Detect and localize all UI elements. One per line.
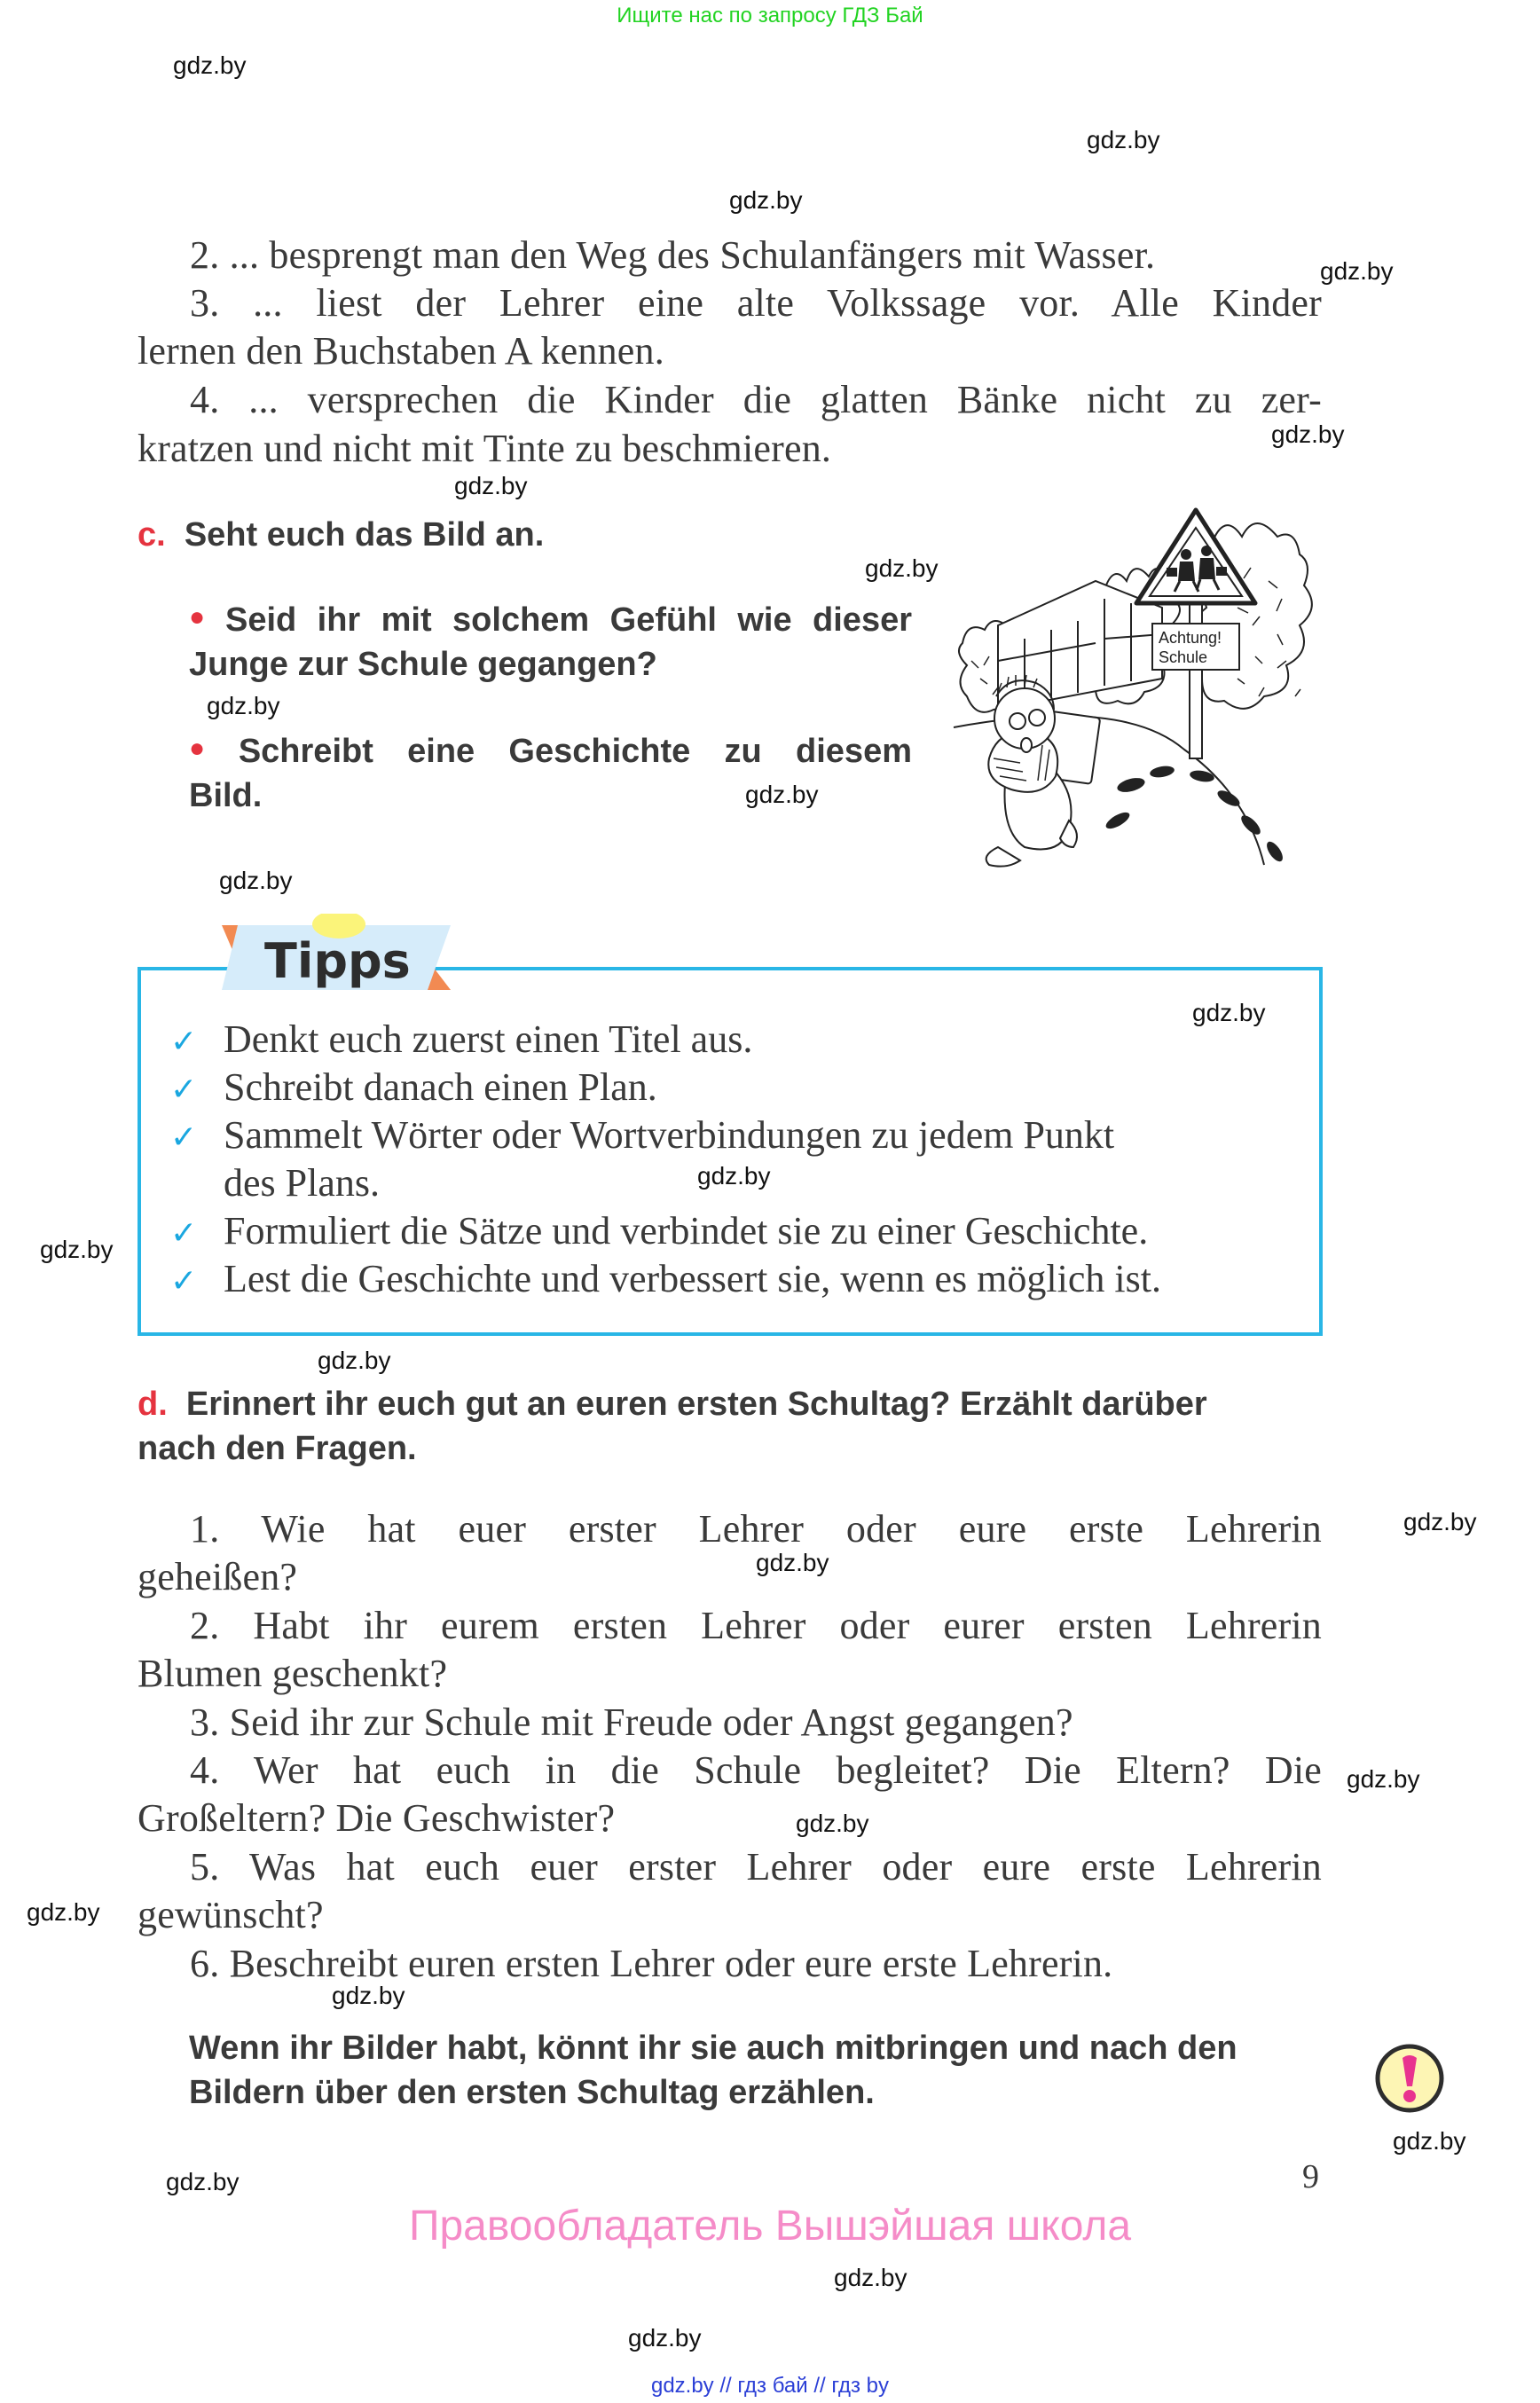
bullet-dot-icon: ● [189,602,216,632]
watermark: gdz.by [1320,257,1394,285]
bullet-item: ● Seid ihr mit solchem Gefühl wie dieser [189,601,912,639]
tipp-item: ✓ Lest die Geschichte und verbessert sie, wenn es möglich ist. [170,1257,1161,1300]
tipp-item: ✓ Sammelt Wörter oder Wortverbindungen zu jedem Punkt [170,1113,1115,1157]
question-line: Großeltern? Die Geschwister? [138,1796,616,1840]
page-number: 9 [1302,2158,1319,2195]
tipp-item-line2: des Plans. [224,1161,380,1205]
watermark: gdz.by [318,1347,391,1374]
exclamation-icon [1373,2042,1446,2115]
tipp-item: ✓ Formuliert die Sätze und verbindet sie zu einer Geschichte. [170,1209,1149,1253]
checkmark-icon: ✓ [170,1119,198,1156]
section-title: Seht euch das Bild an. [184,516,545,554]
question-line: Blumen geschenkt? [138,1652,448,1695]
list-item-line: 3. ... liest der Lehrer eine alte Volkssage vor. Alle Kinder [190,281,1322,325]
list-item-line: 2. ... besprengt man den Weg des Schulanfängers mit Wasser. [190,233,1156,277]
question-line: 6. Beschreibt euren ersten Lehrer oder eure erste Lehrerin. [190,1942,1113,1985]
bullet-item-line2: Bild. [189,777,263,814]
checkmark-icon: ✓ [170,1072,198,1108]
top-banner: Ищите нас по запросу ГДЗ Бай [617,4,923,27]
watermark: gdz.by [865,554,939,582]
tipp-item: ✓ Schreibt danach einen Plan. [170,1065,657,1109]
school-illustration [945,492,1335,891]
section-title: Erinnert ihr euch gut an euren ersten Schultag? Erzählt darüber [185,1386,1207,1423]
question-line: 1. Wie hat euer erster Lehrer oder eure erste Lehrerin [190,1507,1322,1551]
question-line: 2. Habt ihr eurem ersten Lehrer oder eurer ersten Lehrerin [190,1604,1322,1647]
watermark: gdz.by [332,1982,405,2009]
sign-text: Schule [1159,648,1208,666]
section-letter: d. [138,1386,168,1423]
watermark: gdz.by [166,2168,240,2195]
list-item-line: kratzen und nicht mit Tinte zu beschmieren. [138,427,832,470]
section-c-heading [138,516,544,554]
tipps-header [222,914,452,1002]
tipps-title: Tipps [264,933,411,989]
watermark: gdz.by [1393,2127,1466,2155]
watermark: gdz.by [834,2264,908,2291]
watermark: gdz.by [796,1810,869,1837]
checkmark-icon: ✓ [170,1215,198,1252]
note-line: Bildern über den ersten Schultag erzählen. [189,2074,875,2111]
section-d-heading [138,1386,1207,1424]
watermark: gdz.by [40,1236,114,1263]
watermark: gdz.by [27,1898,100,1926]
checkmark-icon: ✓ [170,1024,198,1060]
question-line: 5. Was hat euch euer erster Lehrer oder eure erste Lehrerin [190,1845,1322,1889]
watermark: gdz.by [1347,1765,1420,1793]
watermark: gdz.by [173,51,247,79]
bullet-dot-icon: ● [189,734,230,763]
watermark: gdz.by [628,2324,702,2352]
note-line: Wenn ihr Bilder habt, könnt ihr sie auch mitbringen und nach den [189,2030,1238,2067]
section-title-line2: nach den Fragen. [138,1430,417,1467]
list-item-line: lernen den Buchstaben A kennen. [138,329,664,373]
copyright-notice: Правообладатель Вышэйшая школа [408,2203,1132,2250]
watermark: gdz.by [207,692,280,719]
footer-links[interactable]: gdz.by // гдз бай // гдз by [650,2374,890,2398]
question-line: 3. Seid ihr zur Schule mit Freude oder Angst gegangen? [190,1700,1073,1744]
tipp-item: ✓ Denkt euch zuerst einen Titel aus. [170,1017,753,1061]
watermark: gdz.by [729,186,803,214]
checkmark-icon: ✓ [170,1263,198,1300]
question-line: geheißen? [138,1555,298,1598]
watermark: gdz.by [1403,1508,1477,1535]
watermark: gdz.by [745,781,819,808]
watermark: gdz.by [454,472,528,499]
watermark: gdz.by [697,1162,771,1190]
bullet-item: ● Schreibt eine Geschichte zu diesem [189,733,912,770]
question-line: gewünscht? [138,1893,324,1936]
watermark: gdz.by [756,1549,829,1576]
section-letter: c. [138,516,166,554]
watermark: gdz.by [1087,126,1160,153]
bullet-item-line2: Junge zur Schule gegangen? [189,646,657,683]
watermark: gdz.by [219,867,293,894]
sign-text: Achtung! [1159,629,1222,647]
question-line: 4. Wer hat euch in die Schule begleitet? Die Eltern? Die [190,1748,1322,1792]
list-item-line: 4. ... versprechen die Kinder die glatten Bänke nicht zu zer- [190,378,1322,421]
watermark: gdz.by [1271,420,1345,448]
watermark: gdz.by [1192,999,1266,1026]
